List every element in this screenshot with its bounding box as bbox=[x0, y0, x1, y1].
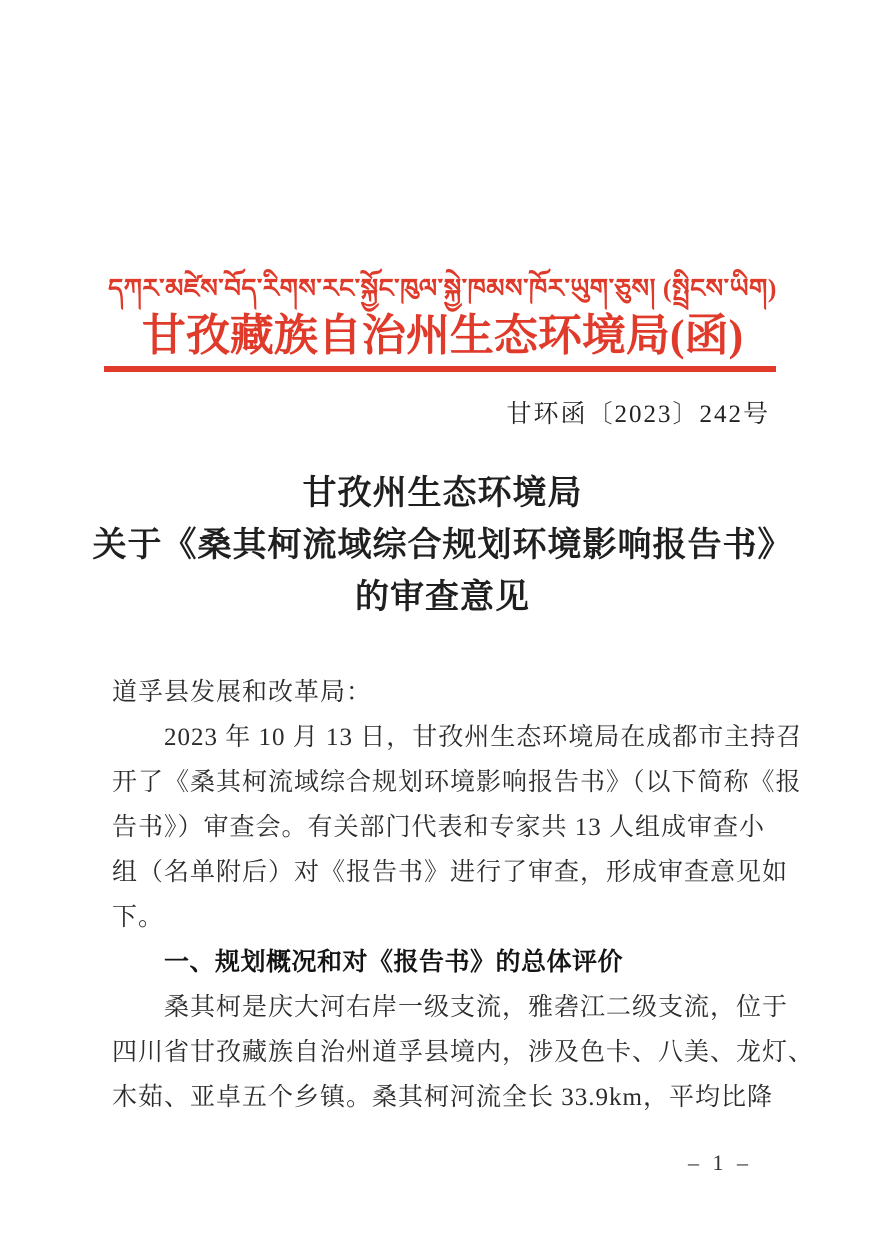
body-line: 下。 bbox=[112, 904, 165, 931]
body-line: 告书》）审查会。有关部门代表和专家共 13 人组成审查小 bbox=[112, 814, 766, 841]
body-line: 木茹、亚卓五个乡镇。桑其柯河流全长 33.9km，平均比降 bbox=[112, 1084, 773, 1111]
salutation-line: 道孚县发展和改革局： bbox=[112, 679, 373, 706]
document-title bbox=[0, 468, 885, 624]
body-line: 桑其柯是庆大河右岸一级支流，雅砻江二级支流，位于 bbox=[164, 994, 789, 1021]
document-title-line-2: 关于《桑其柯流域综合规划环境影响报告书》 bbox=[92, 527, 793, 564]
document-title-line-3: 的审查意见 bbox=[355, 579, 530, 616]
letterhead-agency-name: 甘孜藏族自治州生态环境局(函) bbox=[141, 311, 744, 360]
document-title-line-1: 甘孜州生态环境局 bbox=[302, 475, 583, 512]
body-line: 开了《桑其柯流域综合规划环境影响报告书》（以下简称《报 bbox=[112, 769, 802, 796]
body-line: 四川省甘孜藏族自治州道孚县境内，涉及色卡、八美、龙灯、 bbox=[112, 1039, 815, 1066]
letterhead-tibetan-agency-name: དཀར་མཛེས་བོད་རིགས་རང་སྐྱོང་ཁུལ་སྐྱེ་ཁམས་ཁོར་ཡུག་ཅུས། (སྤྲིངས་ཡིག) bbox=[108, 274, 777, 303]
body-line: 组（名单附后）对《报告书》进行了审查，形成审查意见如 bbox=[112, 859, 789, 886]
document-reference-number: 甘环函〔2023〕242号 bbox=[506, 401, 770, 428]
body-line: 2023 年 10 月 13 日，甘孜州生态环境局在成都市主持召 bbox=[164, 724, 803, 751]
document-body bbox=[112, 670, 815, 1120]
page-number: – 1 – bbox=[688, 1150, 752, 1175]
letterhead-divider-line bbox=[104, 366, 776, 372]
section-1-heading: 一、规划概况和对《报告书》的总体评价 bbox=[164, 948, 624, 976]
